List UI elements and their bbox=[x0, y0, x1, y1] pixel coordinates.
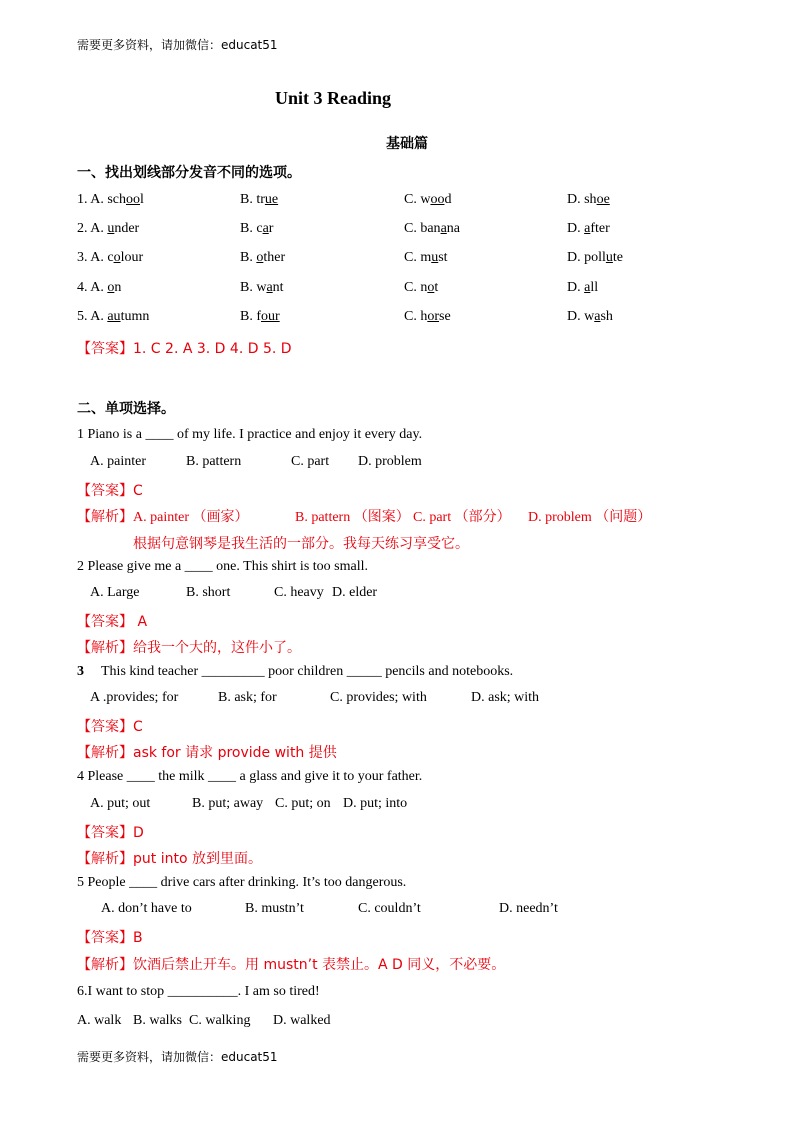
question-1-analysis-d: D. problem （问题） bbox=[528, 510, 652, 525]
question-3-option-d: D. ask; with bbox=[471, 690, 540, 705]
question-2-option-a: A. Large bbox=[90, 585, 140, 600]
underlined-segment: u bbox=[107, 221, 115, 236]
pronunciation-option: B. four bbox=[240, 309, 280, 324]
question-6-option-d: D. walked bbox=[273, 1013, 331, 1028]
question-1-analysis-label: 【解析】 bbox=[77, 509, 133, 525]
pronunciation-option: 3. A. colour bbox=[77, 250, 144, 265]
question-6-option-a: A. walk bbox=[77, 1013, 122, 1028]
question-1-option-c: C. part bbox=[291, 454, 330, 469]
question-1-analysis-c: C. part （部分） bbox=[413, 510, 511, 525]
question-3-option-a: A .provides; for bbox=[90, 690, 179, 705]
question-5-option-a: A. don’t have to bbox=[101, 901, 192, 916]
pronunciation-option: D. wash bbox=[567, 309, 613, 324]
pronunciation-option: D. after bbox=[567, 221, 610, 236]
question-1-answer: 【答案】C bbox=[77, 483, 143, 499]
question-3-answer: 【答案】C bbox=[77, 719, 143, 735]
pronunciation-option: 4. A. on bbox=[77, 280, 122, 295]
part1-answer: 【答案】1. C 2. A 3. D 4. D 5. D bbox=[77, 341, 292, 357]
underlined-segment: a bbox=[266, 280, 273, 295]
question-6-stem: 6.I want to stop __________. I am so tired! bbox=[77, 984, 320, 999]
question-3-option-b: B. ask; for bbox=[218, 690, 277, 705]
question-5-analysis: 【解析】饮酒后禁止开车。用 mustn’t 表禁止。A D 同义，不必要。 bbox=[77, 957, 506, 973]
underlined-segment: oo bbox=[430, 192, 445, 207]
underlined-segment: o bbox=[107, 280, 115, 295]
pronunciation-option: 1. A. school bbox=[77, 192, 144, 207]
question-1-analysis-b: B. pattern （图案） bbox=[295, 510, 410, 525]
question-4-analysis: 【解析】put into 放到里面。 bbox=[77, 851, 262, 867]
pronunciation-option: 5. A. autumn bbox=[77, 309, 150, 324]
question-4-option-a: A. put; out bbox=[90, 796, 151, 811]
pronunciation-option: D. pollute bbox=[567, 250, 623, 265]
question-4-option-c: C. put; on bbox=[275, 796, 331, 811]
underlined-segment: o bbox=[113, 250, 121, 265]
question-1-stem: 1 Piano is a ____ of my life. I practice and enjoy it every day. bbox=[77, 427, 423, 442]
pronunciation-option: 2. A. under bbox=[77, 221, 140, 236]
question-2-stem: 2 Please give me a ____ one. This shirt is too small. bbox=[77, 559, 368, 574]
question-2-analysis: 【解析】给我一个大的，这件小了。 bbox=[77, 640, 301, 656]
underlined-segment: ue bbox=[264, 192, 279, 207]
underlined-segment: our bbox=[261, 309, 280, 324]
question-3-number: 3 bbox=[77, 664, 84, 679]
underlined-segment: a bbox=[440, 221, 447, 236]
question-4-stem: 4 Please ____ the milk ____ a glass and give it to your father. bbox=[77, 769, 423, 784]
underlined-segment: or bbox=[427, 309, 440, 324]
question-1-option-b: B. pattern bbox=[186, 454, 242, 469]
question-1-analysis-translation: 根据句意钢琴是我生活的一部分。我每天练习享受它。 bbox=[133, 536, 469, 552]
question-3-analysis: 【解析】ask for 请求 provide with 提供 bbox=[77, 745, 337, 761]
page-footer: 需要更多资料，请加微信：educat51 bbox=[77, 1050, 278, 1064]
page-title: Unit 3 Reading bbox=[275, 88, 392, 108]
question-2-option-c: C. heavy bbox=[274, 585, 324, 600]
underlined-segment: u bbox=[431, 250, 439, 265]
question-6-option-b: B. walks bbox=[133, 1013, 182, 1028]
question-5-option-c: C. couldn’t bbox=[358, 901, 421, 916]
underlined-segment: o bbox=[427, 280, 435, 295]
question-1-option-d: D. problem bbox=[358, 454, 422, 469]
question-4-option-b: B. put; away bbox=[192, 796, 264, 811]
question-3-stem: This kind teacher _________ poor children _____ pencils and notebooks. bbox=[101, 664, 514, 679]
pronunciation-option: B. other bbox=[240, 250, 286, 265]
question-4-answer: 【答案】D bbox=[77, 825, 144, 841]
question-5-option-d: D. needn’t bbox=[499, 901, 558, 916]
page-header: 需要更多资料，请加微信：educat51 bbox=[77, 38, 278, 52]
pronunciation-option: C. must bbox=[404, 250, 448, 265]
pronunciation-option: C. wood bbox=[404, 192, 452, 207]
underlined-segment: oo bbox=[126, 192, 140, 207]
underlined-segment: a bbox=[594, 309, 601, 324]
pronunciation-option: C. banana bbox=[404, 221, 460, 236]
section-1-heading: 一、找出划线部分发音不同的选项。 bbox=[77, 165, 301, 181]
question-5-stem: 5 People ____ drive cars after drinking. It’s too dangerous. bbox=[77, 875, 407, 890]
pronunciation-option: B. car bbox=[240, 221, 274, 236]
level-label: 基础篇 bbox=[386, 136, 428, 152]
pronunciation-option: D. shoe bbox=[567, 192, 610, 207]
underlined-segment: u bbox=[605, 250, 613, 265]
pronunciation-option: C. not bbox=[404, 280, 439, 295]
underlined-segment: a bbox=[584, 221, 591, 236]
question-1-option-a: A. painter bbox=[90, 454, 146, 469]
pronunciation-option: B. true bbox=[240, 192, 279, 207]
pronunciation-option: B. want bbox=[240, 280, 284, 295]
underlined-segment: oe bbox=[596, 192, 610, 207]
question-1-analysis-a: A. painter （画家） bbox=[133, 510, 249, 525]
question-2-option-d: D. elder bbox=[332, 585, 378, 600]
pronunciation-option: C. horse bbox=[404, 309, 451, 324]
underlined-segment: o bbox=[256, 250, 264, 265]
underlined-segment: a bbox=[262, 221, 269, 236]
underlined-segment: au bbox=[107, 309, 121, 324]
question-3-option-c: C. provides; with bbox=[330, 690, 427, 705]
question-5-answer: 【答案】B bbox=[77, 930, 143, 946]
question-2-answer: 【答案】 A bbox=[77, 614, 148, 630]
section-2-heading: 二、单项选择。 bbox=[77, 401, 175, 417]
question-2-option-b: B. short bbox=[186, 585, 231, 600]
question-5-option-b: B. mustn’t bbox=[245, 901, 304, 916]
underlined-segment: a bbox=[584, 280, 591, 295]
pronunciation-option: D. all bbox=[567, 280, 599, 295]
question-6-option-c: C. walking bbox=[189, 1013, 251, 1028]
question-4-option-d: D. put; into bbox=[343, 796, 408, 811]
